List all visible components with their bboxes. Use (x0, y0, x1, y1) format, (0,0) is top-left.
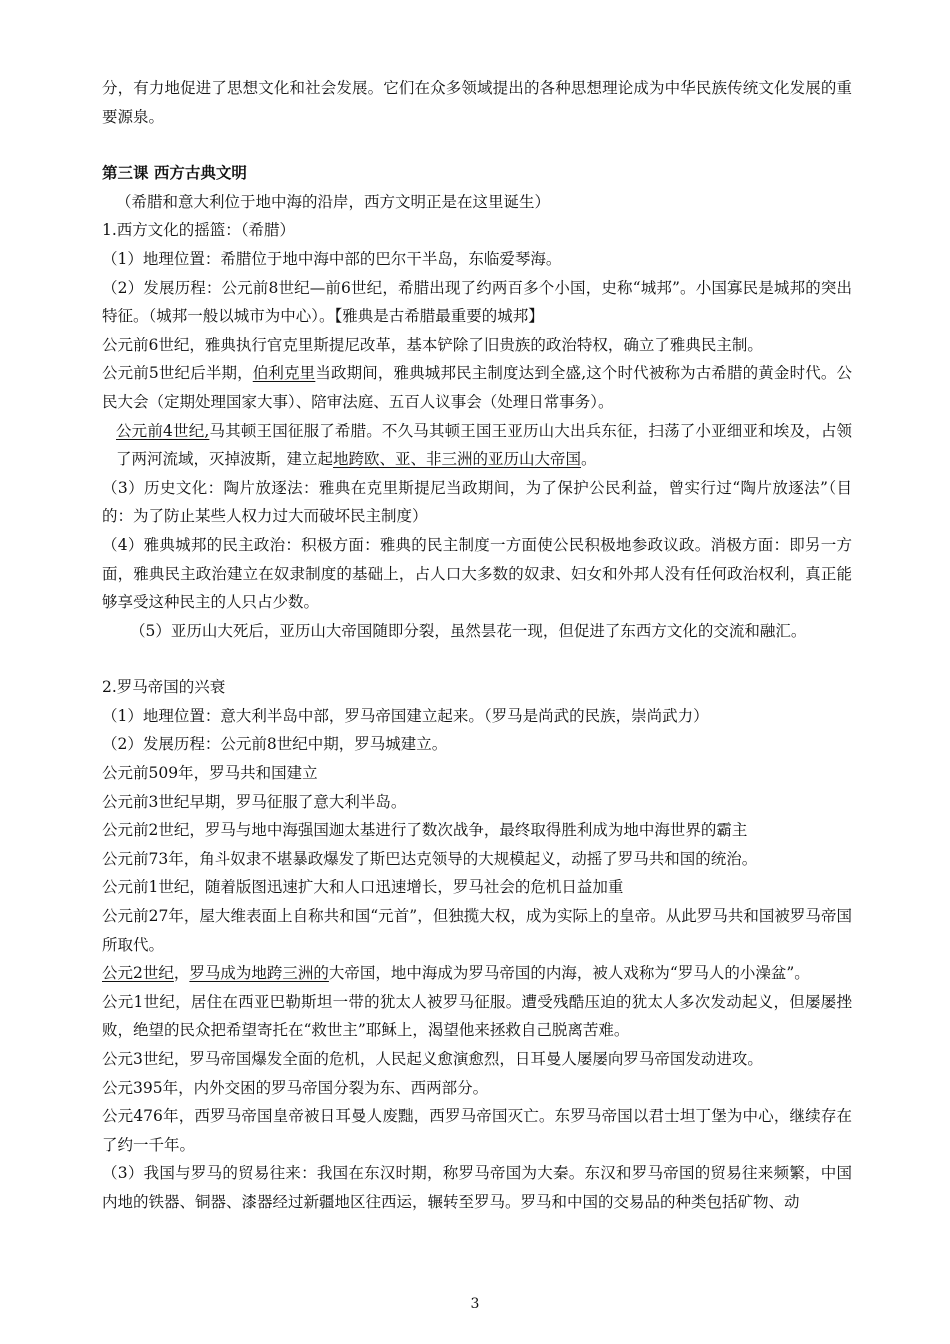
paragraph: （3）历史文化：陶片放逐法：雅典在克里斯提尼当政期间，为了保护公民利益，曾实行过“陶片放逐法”（目的：为了防止某些人权力过大而破坏民主制度） (102, 478, 852, 526)
text-run: 。 (581, 450, 597, 469)
paragraph: （2）发展历程：公元前8世纪中期，罗马城建立。 (102, 735, 448, 754)
paragraph: （4）雅典城邦的民主政治：积极方面：雅典的民主制度一方面使公民积极地参政议政。消极方面：即另一方面，雅典民主政治建立在奴隶制度的基础上，占人口大多数的奴隶、妇女和外邦人没有任何政治权利，真正能够享受这种民主的人只占少数。 (102, 535, 852, 612)
paragraph: 公元395年，内外交困的罗马帝国分裂为东、西两部分。 (102, 1078, 489, 1097)
text-run: 马其顿王国征服了希腊。不久马其顿王国王亚历山大出兵东征，扫荡了小亚细亚和埃及，占领了两河流域，灭掉波斯，建立起 (116, 421, 852, 469)
underlined-text: 伯利克里 (252, 364, 316, 383)
underlined-text: 公元前4世纪, (116, 421, 210, 440)
paragraph (102, 417, 852, 474)
paragraph: 公元1世纪，居住在西亚巴勒斯坦一带的犹太人被罗马征服。遭受残酷压迫的犹太人多次发动起义，但屡屡挫败，绝望的民众把希望寄托在“救世主”耶稣上，渴望他来拯救自己脱离苦难。 (102, 992, 852, 1040)
paragraph: （2）发展历程：公元前8世纪—前6世纪，希腊出现了约两百多个小国，史称“城邦”。小国寡民是城邦的突出特征。（城邦一般以城市为中心）。【雅典是古希腊最重要的城邦】 (102, 278, 852, 326)
lesson-title: 第三课 西方古典文明 (102, 164, 247, 183)
paragraph: 公元前509年，罗马共和国建立 (102, 764, 318, 783)
page-content (102, 74, 852, 1217)
spacer (102, 645, 852, 673)
paragraph: 分，有力地促进了思想文化和社会发展。它们在众多领域提出的各种思想理论成为中华民族传统文化发展的重要源泉。 (102, 79, 852, 126)
paragraph (102, 359, 852, 416)
paragraph: （1）地理位置：意大利半岛中部，罗马帝国建立起来。（罗马是尚武的民族，崇尚武力） (102, 706, 709, 725)
underlined-text: 罗马成为地跨三洲的 (189, 964, 329, 983)
underlined-text: 公元2世纪 (102, 964, 174, 983)
paragraph: 公元476年，西罗马帝国皇帝被日耳曼人废黜，西罗马帝国灭亡。东罗马帝国以君士坦丁堡为中心，继续存在了约一千年。 (102, 1107, 852, 1154)
paragraph: （1）地理位置：希腊位于地中海中部的巴尔干半岛，东临爱琴海。 (102, 249, 562, 268)
text-run: 大帝国，地中海成为罗马帝国的内海，被人戏称为“罗马人的小澡盆”。 (328, 964, 810, 983)
section-heading: 1.西方文化的摇篮：（希腊） (102, 221, 296, 240)
paragraph (102, 959, 852, 988)
page-number: 3 (470, 1296, 480, 1312)
paragraph: 公元3世纪，罗马帝国爆发全面的危机，人民起义愈演愈烈，日耳曼人屡屡向罗马帝国发动进攻。 (102, 1050, 763, 1068)
section-heading: 2.罗马帝国的兴衰 (102, 678, 226, 697)
paragraph: 公元前2世纪，罗马与地中海强国迦太基进行了数次战争，最终取得胜利成为地中海世界的霸主 (102, 821, 748, 840)
underlined-text: 地跨欧、亚、非三洲的亚历山大帝国 (333, 450, 582, 469)
paragraph: 公元前3世纪早期，罗马征服了意大利半岛。 (102, 792, 407, 811)
text-run: 当政期间，雅典城邦民主制度达到全盛,这个时代被称为古希腊的黄金时代。公民大会（定期处理国家大事）、陪审法庭、五百人议事会（处理日常事务）。 (102, 364, 852, 411)
paragraph: （3）我国与罗马的贸易往来：我国在东汉时期，称罗马帝国为大秦。东汉和罗马帝国的贸易往来频繁，中国内地的铁器、铜器、漆器经过新疆地区往西运，辗转至罗马。罗马和中国的交易品的种类包括矿物、动 (102, 1164, 852, 1211)
paragraph: 公元前1世纪，随着版图迅速扩大和人口迅速增长，罗马社会的危机日益加重 (102, 878, 624, 897)
paragraph: （希腊和意大利位于地中海的沿岸，西方文明正是在这里诞生） (116, 192, 551, 211)
spacer (102, 131, 852, 159)
paragraph: 公元前27年，屋大维表面上自称共和国“元首”，但独揽大权，成为实际上的皇帝。从此罗马共和国被罗马帝国所取代。 (102, 907, 852, 954)
paragraph: 公元前73年，角斗奴隶不堪暴政爆发了斯巴达克领导的大规模起义，动摇了罗马共和国的统治。 (102, 849, 758, 868)
paragraph: 公元前6世纪，雅典执行官克里斯提尼改革，基本铲除了旧贵族的政治特权，确立了雅典民主制。 (102, 335, 763, 354)
paragraph: （5）亚历山大死后，亚历山大帝国随即分裂，虽然昙花一现，但促进了东西方文化的交流和融汇。 (130, 621, 807, 640)
text-run: 公元前5世纪后半期， (102, 364, 253, 383)
text-run: ， (173, 964, 190, 983)
